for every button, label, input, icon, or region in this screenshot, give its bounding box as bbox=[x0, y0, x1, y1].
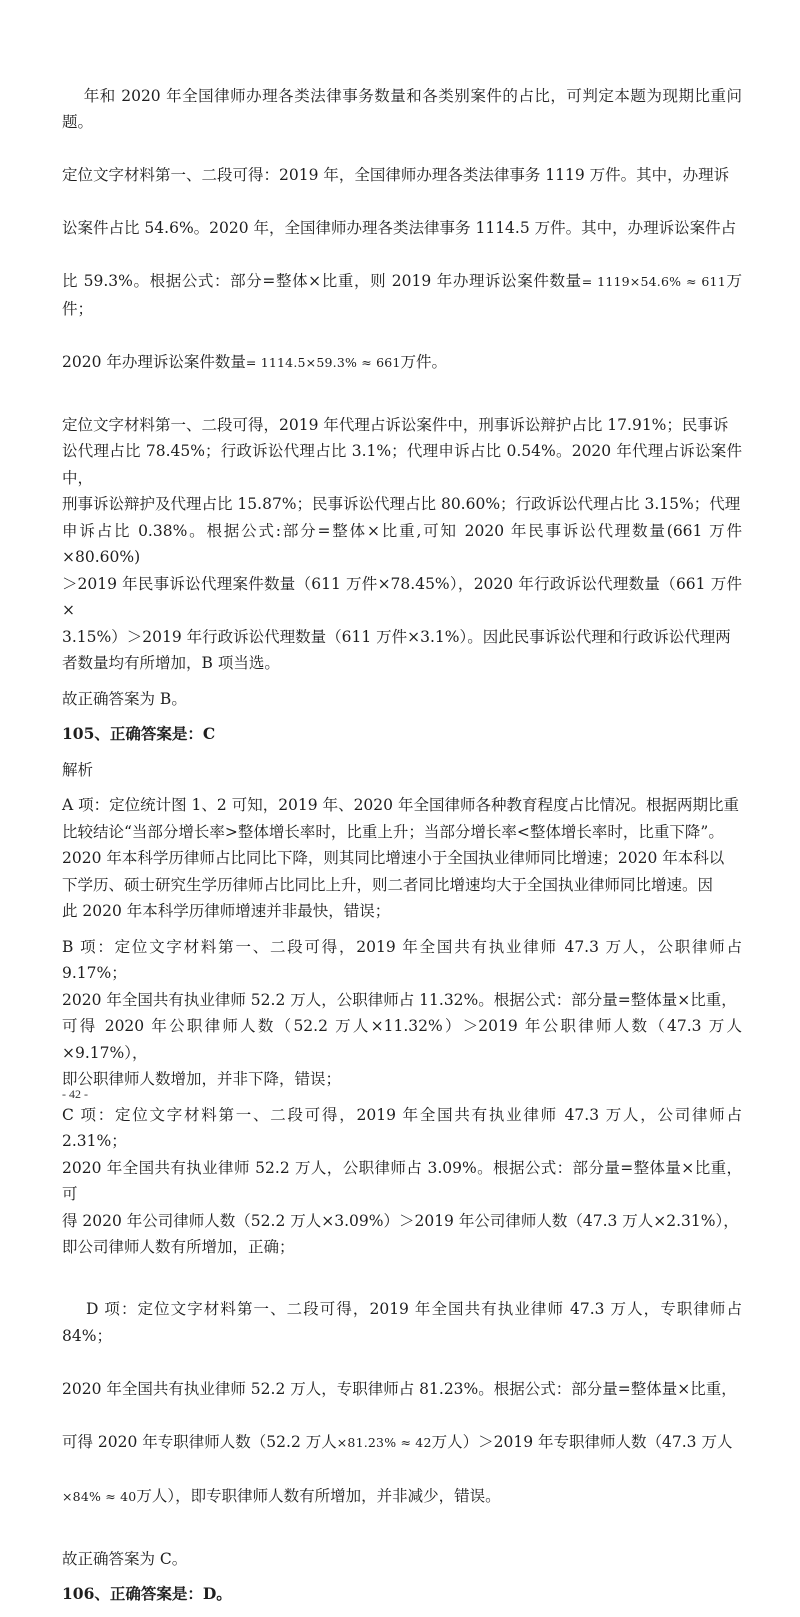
page-number: - 42 - bbox=[62, 1087, 88, 1101]
formula: ×84% ≈ 40 bbox=[62, 1488, 137, 1504]
option-b-analysis: B 项：定位文字材料第一、二段可得，2019 年全国共有执业律师 47.3 万人，公职律师占 9.17%； 2020 年全国共有执业律师 52.2 万人，公职律师占 11.32%。根据公式：部分量=整体量×比重， 可得 2020 年公职律师人数（52.2 万人×11.32%）＞2019 年公职律师人数（47.3 万人×9.17%）， 即公职律师人数增加，并非下降，错误； bbox=[62, 937, 742, 1088]
text-line: 万人），即专职律师人数有所增加，并非减少，错误。 bbox=[136, 1486, 501, 1505]
formula: = 1119×54.6% ≈ 611 bbox=[581, 274, 726, 289]
text-line: D 项：定位文字材料第一、二段可得，2019 年全国共有执业律师 47.3 万人，专职律师占 84%； bbox=[62, 1300, 747, 1345]
text-line: 2020 年办理诉讼案件数量 bbox=[62, 352, 246, 371]
text-line: 比 59.3%。根据公式：部分=整体×比重，则 2019 年办理诉讼案件数量 bbox=[62, 272, 582, 290]
formula: = 1114.5×59.3% ≈ 661 bbox=[245, 354, 401, 370]
text-line: 定位文字材料第一、二段可得：2019 年，全国律师办理各类法律事务 1119 万件。其中，办理诉 bbox=[62, 166, 730, 184]
formula: ×81.23% ≈ 42 bbox=[336, 1434, 432, 1450]
text-line: 万人）＞2019 年专职律师人数（47.3 万人 bbox=[431, 1432, 733, 1451]
paragraph-104-analysis-part1 bbox=[62, 56, 742, 403]
answer-104-conclusion: 故正确答案为 B。 bbox=[62, 689, 187, 708]
text-line: 可得 2020 年专职律师人数（52.2 万人 bbox=[62, 1432, 337, 1451]
question-106-heading: 106、正确答案是：D。 bbox=[62, 1584, 232, 1603]
document-body bbox=[62, 56, 747, 1617]
text-line: 万件。 bbox=[400, 352, 448, 371]
paragraph-104-analysis-part2: 定位文字材料第一、二段可得，2019 年代理占诉讼案件中，刑事诉讼辩护占比 17.91%；民事诉 讼代理占比 78.45%；行政诉讼代理占比 3.1%；代理申诉占比 0.54%。2020 年代理占诉讼案件中， 刑事诉讼辩护及代理占比 15.87%；民事诉讼代理占比 80.60%；行政诉讼代理占比 3.15%；代理 申诉占比 0.38%。根据公式:部分=整体×比重,可知 2020 年民事诉讼代理数量(661 万件×80.60%) ＞2019 年民事诉讼代理案件数量（611 万件×78.45%），2020 年行政诉讼代理数量（661 万件× 3.15%）＞2019 年行政诉讼代理数量（611 万件×3.1%）。因此民事诉讼代理和行政诉讼代理两 者数量均有所增加，B 项当选。 bbox=[62, 415, 742, 672]
option-c-analysis: C 项：定位文字材料第一、二段可得，2019 年全国共有执业律师 47.3 万人，公司律师占 2.31%； 2020 年全国共有执业律师 52.2 万人，公职律师占 3.09%。根据公式：部分量=整体量×比重，可 得 2020 年公司律师人数（52.2 万人×3.09%）＞2019 年公司律师人数（47.3 万人×2.31%）， 即公司律师人数有所增加，正确； bbox=[62, 1105, 742, 1256]
text-line: 2020 年全国共有执业律师 52.2 万人，专职律师占 81.23%。根据公式：部分量=整体量×比重， bbox=[62, 1379, 737, 1398]
text-line: 讼案件占比 54.6%。2020 年，全国律师办理各类法律事务 1114.5 万件。其中，办理诉讼案件占 bbox=[62, 219, 737, 237]
analysis-label: 解析 bbox=[62, 760, 94, 779]
answer-105-conclusion: 故正确答案为 C。 bbox=[62, 1549, 188, 1568]
option-a-analysis: A 项：定位统计图 1、2 可知，2019 年、2020 年全国律师各种教育程度占比情况。根据两期比重 比较结论“当部分增长率>整体增长率时，比重上升；当部分增长率<整体增长率时，比重下降”。 2020 年本科学历律师占比同比下降，则其同比增速小于全国执业律师同比增速；2020 年本科以 下学历、硕士研究生学历律师占比同比上升，则二者同比增速均大于全国执业律师同比增速。因 此 2020 年本科学历律师增速并非最快，错误； bbox=[62, 796, 739, 920]
question-105-heading: 105、正确答案是：C bbox=[62, 724, 216, 743]
text-line: 年和 2020 年全国律师办理各类法律事务数量和各类别案件的占比，可判定本题为现期比重问题。 bbox=[62, 86, 742, 131]
text-line: 万件； bbox=[62, 272, 742, 318]
option-d-analysis bbox=[62, 1270, 747, 1537]
